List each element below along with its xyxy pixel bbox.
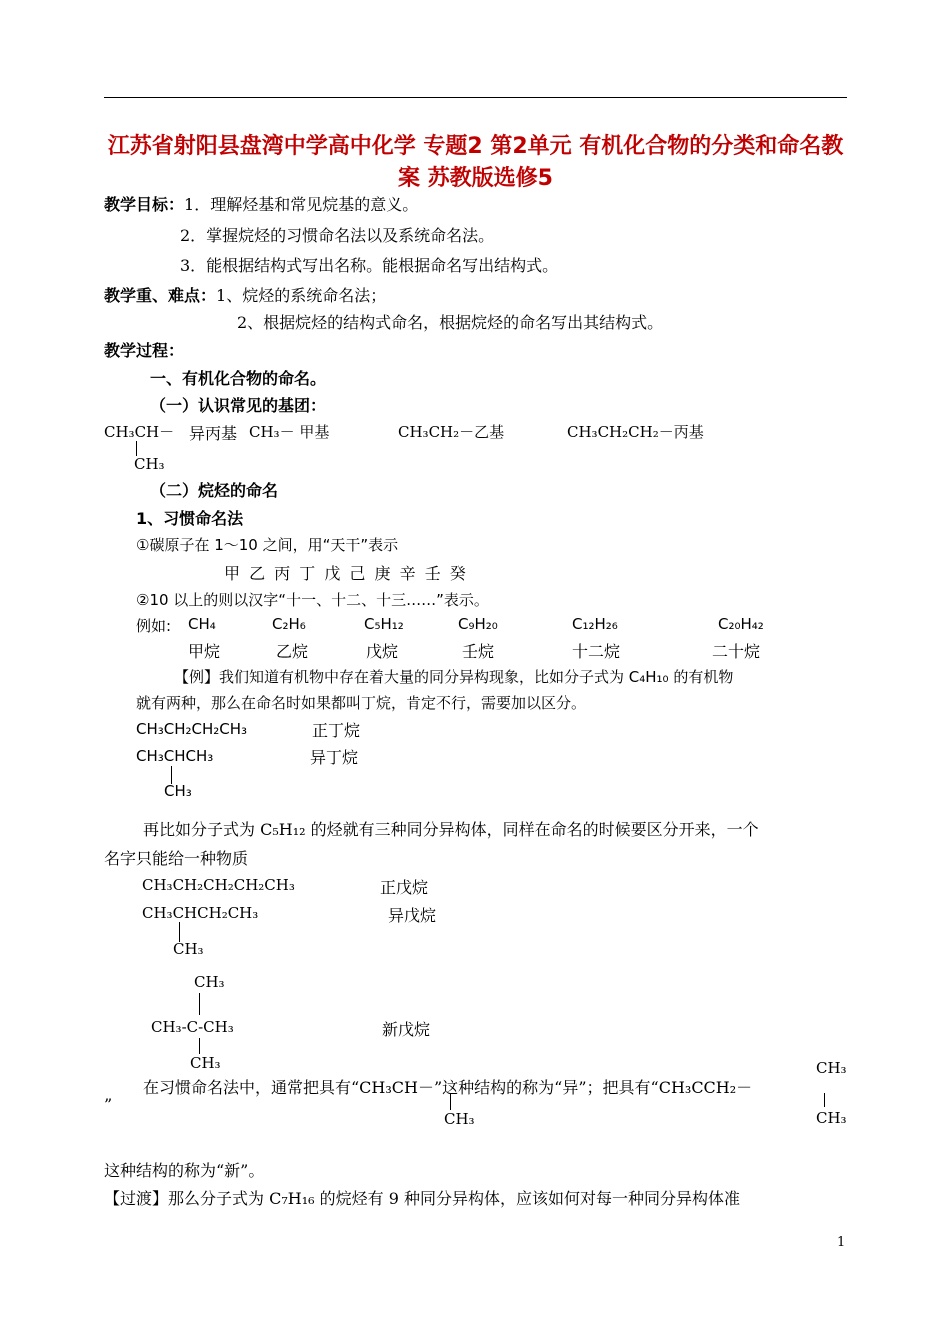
habit-naming-title: 1、习惯命名法: [136, 509, 244, 528]
isopentane-branch: CH₃: [173, 940, 204, 958]
example-name-5: 十二烷: [572, 642, 621, 661]
isopropyl-bond-line: [136, 441, 137, 456]
iso-structure-branch: CH₃: [444, 1110, 475, 1128]
isopentane-bond-line: [179, 922, 180, 942]
example-label: 例如:: [136, 617, 172, 635]
keypoint-1: 1、烷烃的系统命名法；: [216, 286, 387, 305]
propyl-group: CH₃CH₂CH₂－丙基: [567, 423, 704, 441]
example-paragraph-line-1: 【例】我们知道有机物中存在着大量的同分异构现象，比如分子式为 C₄H₁₀ 的有机物: [174, 668, 734, 686]
rule-1: ①碳原子在 1～10 之间，用“天干”表示: [136, 536, 399, 554]
example-name-6: 二十烷: [712, 642, 761, 661]
example-formula-4: C₉H₂₀: [458, 615, 498, 633]
section-heading-naming: 一、有机化合物的命名。: [150, 369, 327, 388]
neopentane-bottom-bond: [199, 1038, 200, 1054]
example-name-3: 戊烷: [366, 642, 399, 661]
keypoint-2: 2、根据烷烃的结构式命名，根据烷烃的命名写出其结构式。: [237, 313, 664, 332]
example-name-2: 乙烷: [276, 642, 309, 661]
keypoints-row: [104, 283, 386, 306]
objective-3: 3．能根据结构式写出名称。能根据命名写出结构式。: [180, 256, 559, 275]
objectives-row: [104, 192, 418, 215]
isobutane-name: 异丁烷: [310, 748, 359, 767]
habit-paragraph-line-2: 这种结构的称为“新”。: [104, 1161, 265, 1180]
isopentane-formula: CH₃CHCH₂CH₃: [142, 904, 259, 922]
header-rule: [104, 97, 847, 98]
neopentane-name: 新戊烷: [382, 1020, 431, 1039]
isopropyl-branch: CH₃: [134, 455, 165, 473]
keypoints-label: 教学重、难点：: [104, 286, 217, 305]
isobutane-branch: CH₃: [164, 782, 192, 800]
isopentane-name: 异戊烷: [388, 906, 437, 925]
methyl-group: CH₃－ 甲基: [249, 423, 330, 441]
process-label: 教学过程：: [104, 341, 185, 360]
transition-paragraph: 【过渡】那么分子式为 C₇H₁₆ 的烷烃有 9 种同分异构体，应该如何对每一种同分异构体准: [104, 1189, 740, 1208]
neopentane-top-methyl: CH₃: [194, 973, 225, 991]
example-formula-2: C₂H₆: [272, 615, 306, 633]
isobutane-formula: CH₃CHCH₃: [136, 747, 214, 765]
page-number: 1: [837, 1235, 846, 1250]
example-name-1: 甲烷: [188, 642, 221, 661]
pentane-paragraph-line-2: 名字只能给一种物质: [104, 849, 249, 868]
subheading-alkane-naming: （二）烷烃的命名: [150, 481, 279, 500]
example-paragraph-line-2: 就有两种，那么在命名时如果都叫丁烷，肯定不行，需要加以区分。: [136, 694, 587, 712]
neopentane-top-bond: [199, 993, 200, 1015]
neopentane-formula: CH₃-C-CH₃: [151, 1018, 234, 1036]
isopropyl-name: 异丙基: [189, 424, 238, 443]
habit-paragraph-line-1: 在习惯命名法中，通常把具有“CH₃CH－”这种结构的称为“异”；把具有“CH₃CCH₂－: [143, 1078, 753, 1097]
subheading-groups: （一）认识常见的基团：: [150, 396, 327, 415]
objectives-label: 教学目标：: [104, 195, 185, 214]
objective-1: 1．理解烃基和常见烷基的意义。: [184, 195, 419, 214]
heavenly-stems: 甲 乙 丙 丁 戊 己 庚 辛 壬 癸: [224, 564, 466, 583]
n-pentane-name: 正戊烷: [380, 878, 429, 897]
ethyl-group: CH₃CH₂－乙基: [398, 423, 505, 441]
iso-structure-bond-line: [450, 1094, 451, 1110]
example-name-4: 壬烷: [462, 642, 495, 661]
example-formula-6: C₂₀H₄₂: [718, 615, 764, 633]
objective-2: 2．掌握烷烃的习惯命名法以及系统命名法。: [180, 226, 495, 245]
neo-structure-top-methyl: CH₃: [816, 1059, 847, 1077]
example-formula-5: C₁₂H₂₆: [572, 615, 618, 633]
isopropyl-formula: CH₃CH－: [104, 423, 175, 441]
rule-2: ②10 以上的则以汉字“十一、十二、十三……”表示。: [136, 591, 489, 609]
habit-closing-quote: ”: [104, 1095, 113, 1114]
example-formula-3: C₅H₁₂: [364, 615, 404, 633]
neo-structure-branch: CH₃: [816, 1109, 847, 1127]
neo-structure-bond-line: [824, 1093, 825, 1107]
document-title: 江苏省射阳县盘湾中学高中化学 专题2 第2单元 有机化合物的分类和命名教案 苏教版选修5: [107, 134, 844, 191]
n-butane-name: 正丁烷: [312, 721, 361, 740]
n-butane-formula: CH₃CH₂CH₂CH₃: [136, 720, 248, 738]
example-formula-1: CH₄: [188, 615, 216, 633]
pentane-paragraph-line-1: 再比如分子式为 C₅H₁₂ 的烃就有三种同分异构体，同样在命名的时候要区分开来，一个: [143, 820, 759, 839]
n-pentane-formula: CH₃CH₂CH₂CH₂CH₃: [142, 876, 295, 894]
neopentane-bottom-methyl: CH₃: [190, 1054, 221, 1072]
